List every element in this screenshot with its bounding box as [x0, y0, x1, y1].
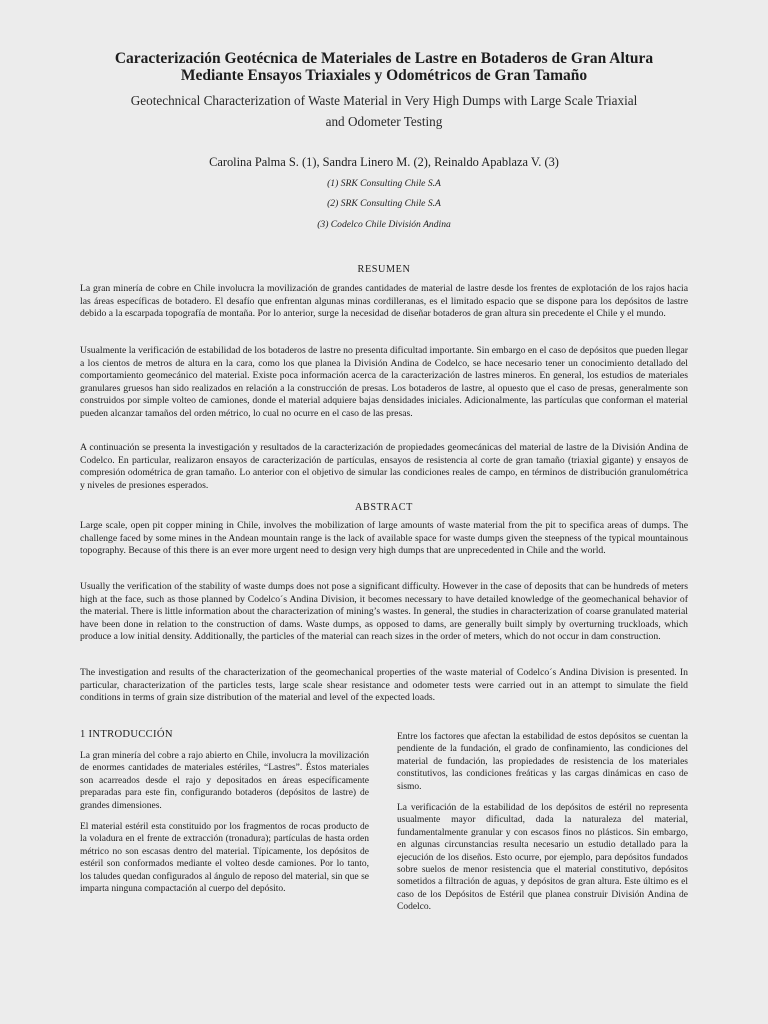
abstract-paragraph-3: The investigation and results of the characterization of the geomechanical properties of the waste material of Codelco´s Andina Division is presented. In particular, characterization of the particles tests, large scale shear resistance and odometer tests were carried out in an attempt to simulate the field conditions in terms of grain size distribution of the material and level of the expected loads. [80, 667, 688, 703]
resumen-paragraph-2: Usualmente la verificación de estabilidad de los botaderos de lastre no presenta dificultad importante. Sin embargo en el caso de depósitos que pueden llegar a los cientos de metros de altura en la cara, como los que planea la División Andina de Codelco, se hace necesario tener un conocimiento detallado del comportamiento geomecánico del material. Existe poca información acerca de la caracterización de lastres mineros. En general, los estudios de materiales granulares gruesos han sido realizados en relación a la construcción de presas. Los botaderos de lastre, al opuesto que el caso de presas, generalmente son construidos por simple volteo de camiones, donde el material adquiere bajas densidades iniciales. Adicionalmente, las partículas que conforman el material pueden alcanzar tamaños del orden métrico, lo cual no ocurre en el caso de las presas. [80, 345, 688, 419]
intro-paragraph-2: El material estéril esta constituido por los fragmentos de rocas producto de la voladura en el frente de extracción (tronadura); partículas de hasta orden métrico no son escasas dentro del material. Típicamente, los depósitos de estéril son conformados mediante el volteo desde camiones. Por lo tanto, los taludes quedan configurados al ángulo de reposo del material, sin que se imparta ninguna compactación al cuerpo del depósito. [80, 822, 369, 895]
intro-paragraph-1: La gran minería del cobre a rajo abierto en Chile, involucra la movilización de enormes cantidades de materiales estériles, “Lastres”. Éstos materiales son acarreados desde el rajo y depositados en áreas específicamente preparadas para este fin, configurando botaderos (depósitos de lastre) de grandes dimensiones. [80, 751, 369, 811]
title-spanish-line-2: Mediante Ensayos Triaxiales y Odométricos de Gran Tamaño [180, 67, 588, 84]
section-1-title: 1 INTRODUCCIÓN [80, 729, 173, 740]
resumen-paragraph-1: La gran minería de cobre en Chile involucra la movilización de grandes cantidades de material de lastre desde los frentes de explotación de los rajos hacia las áreas específicas de botadero. El desafío que enfrentan algunas minas cordilleranas, es el limitado espacio que se dispone para los depósitos de lastre debido a la escarpada topografía de montaña. Por lo anterior, surge la necesidad de diseñar botaderos de gran altura sin precedente el Chile y el mundo. [80, 283, 688, 319]
title-english-line-2: and Odometer Testing [325, 114, 443, 129]
author-list: Carolina Palma S. (1), Sandra Linero M. (2), Reinaldo Apablaza V. (3) [209, 155, 559, 169]
intro-paragraph-3: Entre los factores que afectan la estabilidad de estos depósitos se cuentan la pendiente de la fundación, el grado de confinamiento, las condiciones del material de fundación, las propiedades de resistencia de los materiales constitutivos, las condiciones freáticas y las cargas dinámicas en caso de sismo. [397, 732, 688, 792]
title-english [70, 90, 698, 132]
intro-paragraph-4: La verificación de la estabilidad de los depósitos de estéril no representa usualmente mayor dificultad, dada la naturaleza del material, fundamentalmente granular y con escasos finos no plásticos. Sin embargo, en algunas circunstancias resulta necesario un estudio detallado para la ejecución de los diseños. Esto ocurre, por ejemplo, para depósitos fundados sobre suelos de menor resistencia que el material constitutivo, depósitos sometidos a filtración de aguas, y depósitos de gran altura. Este último es el caso de los Depósitos de Estéril que planea construir División Andina de Codelco. [397, 803, 688, 913]
abstract-paragraph-1: Large scale, open pit copper mining in Chile, involves the mobilization of large amounts of waste material from the pit to specifica areas of dumps. The challenge faced by some mines in the Andean mountain range is the lack of available space for waste dumps given the steepness of the typical mountainous topography. Because of this there is an ever more urgent need to design very high dumps that are unprecedented in Chile and the world. [80, 520, 688, 556]
resumen-heading: RESUMEN [357, 264, 411, 275]
abstract-paragraph-2: Usually the verification of the stability of waste dumps does not pose a significant difficulty. However in the case of deposits that can be hundreds of meters high at the face, such as those planned by Codelco´s Andina Division, it becomes necessary to have detailed knowledge of the geomechanical behavior of the material. There is little information about the characterization of mining’s wastes. In general, the studies in characterization of coarse granulated material have been done in relation to the construction of dams. Waste dumps, as opposed to dams, are generally built simply by overturning truckloads, which produce a low initial density. Additionally, the particles of the material can reach sizes in the order of meters, which do not occur in dam construction. [80, 581, 688, 642]
affiliation-1: (1) SRK Consulting Chile S.A [327, 178, 441, 189]
affiliation-3: (3) Codelco Chile División Andina [317, 219, 451, 230]
affiliation-2: (2) SRK Consulting Chile S.A [327, 198, 441, 209]
title-english-line-1: Geotechnical Characterization of Waste Material in Very High Dumps with Large Scale Triaxial [130, 93, 638, 108]
introduction-left-column [80, 729, 369, 904]
introduction-right-column [397, 731, 688, 923]
abstract-heading: ABSTRACT [354, 502, 413, 513]
resumen-paragraph-3: A continuación se presenta la investigación y resultados de la caracterización de propiedades geomecánicas del material de lastre de la División Andina de Codelco. En particular, realizaron ensayos de caracterización de partículas, ensayos de resistencia al corte de gran tamaño (triaxial gigante) y ensayos de compresión odométrica de gran tamaño. Lo anterior con el objetivo de simular las condiciones reales de campo, en términos de distribución granulométrica y niveles de presiones esperados. [80, 442, 688, 491]
title-spanish-line-1: Caracterización Geotécnica de Materiales de Lastre en Botaderos de Gran Altura [114, 50, 654, 67]
title-spanish [60, 50, 708, 84]
